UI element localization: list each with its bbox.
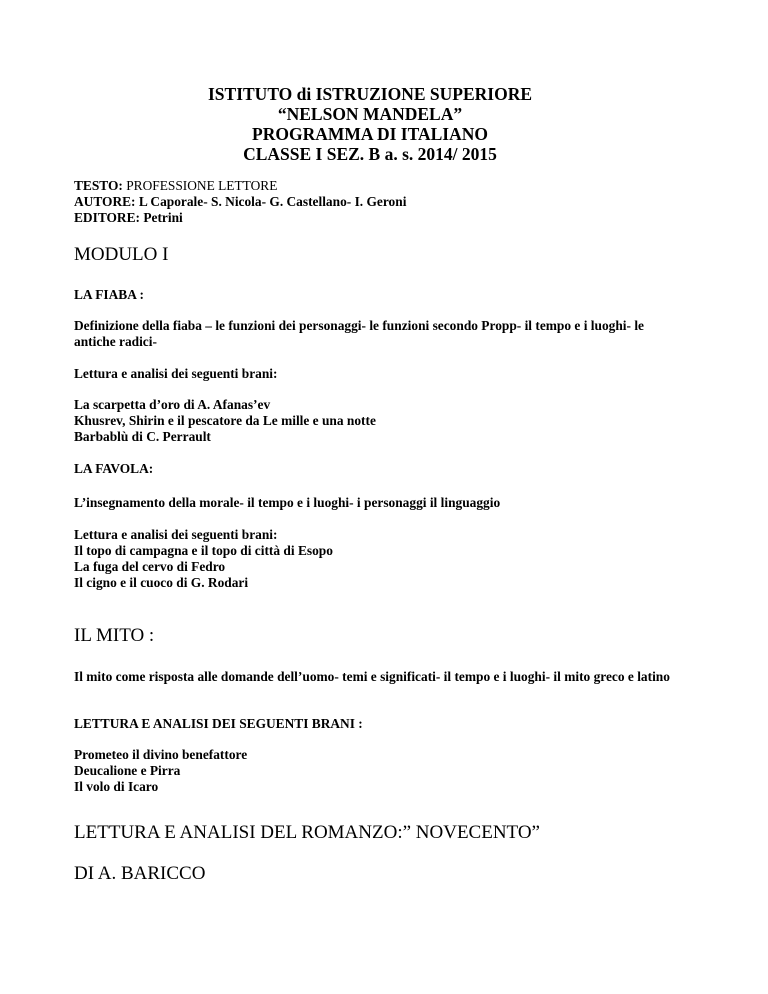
mito-title: IL MITO : <box>74 625 155 646</box>
romanzo-title: LETTURA E ANALISI DEL ROMANZO:” NOVECENTO” <box>74 822 540 843</box>
document-header <box>0 84 740 164</box>
list-item: Prometeo il divino benefattore <box>74 747 248 762</box>
fiaba-list <box>74 397 376 445</box>
favola-reading-label: Lettura e analisi dei seguenti brani: <box>74 527 278 542</box>
program-title: PROGRAMMA DI ITALIANO <box>252 124 488 144</box>
mito-list <box>74 747 247 795</box>
fiaba-definition: Definizione della fiaba – le funzioni dei personaggi- le funzioni secondo Propp- il tempo e i luoghi- le antiche radici- <box>74 318 644 349</box>
fiaba-heading: LA FIABA : <box>74 287 144 302</box>
testo-label: TESTO: <box>74 178 123 193</box>
list-item: La scarpetta d’oro di A. Afanas’ev <box>74 397 271 412</box>
school-title: “NELSON MANDELA” <box>277 104 463 124</box>
modulo-title: MODULO I <box>74 244 169 265</box>
class-info: CLASSE I SEZ. B a. s. 2014/ 2015 <box>243 144 497 164</box>
testo-line <box>74 178 406 194</box>
book-info <box>74 178 406 226</box>
autore-line: AUTORE: L Caporale- S. Nicola- G. Castellano- I. Geroni <box>74 194 407 209</box>
list-item: La fuga del cervo di Fedro <box>74 559 226 574</box>
favola-list <box>74 527 333 591</box>
list-item: Barbablù di C. Perrault <box>74 429 211 444</box>
list-item: Il topo di campagna e il topo di città di Esopo <box>74 543 333 558</box>
favola-description: L’insegnamento della morale- il tempo e i luoghi- i personaggi il linguaggio <box>74 495 501 510</box>
testo-value: PROFESSIONE LETTORE <box>122 178 278 193</box>
mito-description: Il mito come risposta alle domande dell’uomo- temi e significati- il tempo e i luoghi- il mito greco e latino <box>74 669 670 684</box>
list-item: Il volo di Icaro <box>74 779 159 794</box>
romanzo-author: DI A. BARICCO <box>74 863 206 884</box>
favola-heading: LA FAVOLA: <box>74 461 154 476</box>
school-name: ISTITUTO di ISTRUZIONE SUPERIORE <box>207 84 533 104</box>
list-item: Khusrev, Shirin e il pescatore da Le mille e una notte <box>74 413 376 428</box>
fiaba-reading-label: Lettura e analisi dei seguenti brani: <box>74 366 278 381</box>
list-item: Deucalione e Pirra <box>74 763 181 778</box>
list-item: Il cigno e il cuoco di G. Rodari <box>74 575 249 590</box>
editore-line: EDITORE: Petrini <box>74 210 183 225</box>
mito-reading-label: LETTURA E ANALISI DEI SEGUENTI BRANI : <box>74 716 363 731</box>
